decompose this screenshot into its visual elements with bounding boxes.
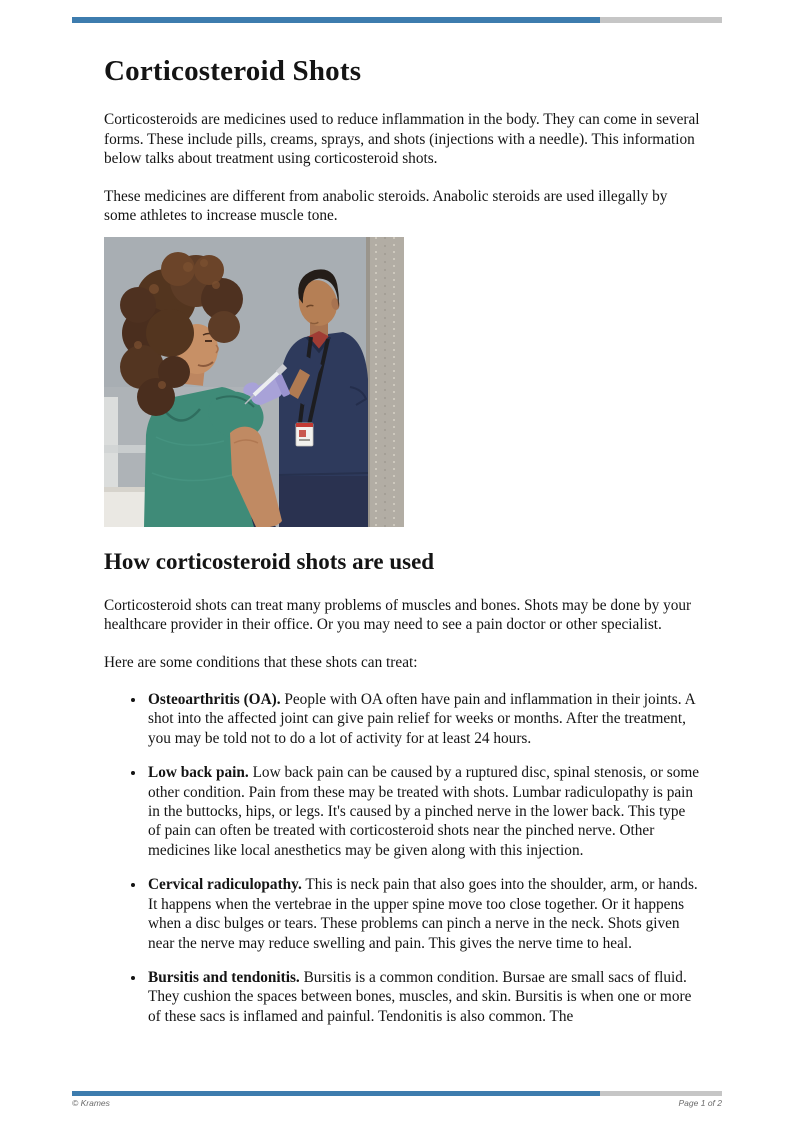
condition-lead: Osteoarthritis (OA). (148, 691, 281, 709)
condition-text: People with OA often have pain and inflammation in their joints. A shot into the affected joint can give pain relief for weeks or months. After the treatment, you may be told not to do a lot of activity for at least 24 hours. (148, 691, 695, 747)
intro-paragraph-1: Corticosteroids are medicines used to reduce inflammation in the body. They can come in several forms. These include pills, creams, sprays, and shots (injections with a needle). This information below talks about treatment using corticosteroid shots. (104, 111, 700, 168)
intro-paragraph-2: These medicines are different from anabolic steroids. Anabolic steroids are used illegally by some athletes to increase muscle tone. (104, 187, 668, 224)
condition-text: This is neck pain that also goes into the shoulder, arm, or hands. It happens when the vertebrae in the upper spine move too close together. Or it happens when a disc bulges or tears. These problems can pinch a nerve in the neck. Shots given near the nerve may reduce swelling and pain. This gives the nerve time to heal. (148, 876, 698, 952)
condition-item-bursitis-tendonitis (146, 968, 700, 1026)
document-content (104, 23, 700, 1041)
conditions-list (104, 690, 700, 1026)
injection-photo (104, 237, 404, 527)
footer-rule-gray-segment (600, 1091, 722, 1096)
condition-text: Bursitis is a common condition. Bursae are small sacs of fluid. They cushion the spaces between bones, muscles, and skin. Bursitis is when one or more of these sacs is inflamed and painful. Tendonitis is also common. The (148, 968, 692, 1025)
condition-item-osteoarthritis (146, 690, 700, 748)
condition-text: Low back pain can be caused by a ruptured disc, spinal stenosis, or some other condition. Pain from these may be treated with shots. Lumbar radiculopathy is pain in the buttocks, hips, or legs. It's caused by a pinched nerve in the lower back. This type of pain can often be treated with corticosteroid shots near the pinched nerve. Other medicines like local anesthetics may be given along with this injection. (148, 764, 700, 859)
section-heading: How corticosteroid shots are used (104, 549, 435, 575)
footer-copyright: © Krames (72, 1098, 110, 1108)
footer-page-number: Page 1 of 2 (678, 1098, 722, 1108)
footer-rule (72, 1091, 722, 1096)
condition-item-low-back-pain (146, 763, 700, 860)
section-paragraph-2: Here are some conditions that these shots can treat: (104, 653, 418, 671)
condition-lead: Bursitis and tendonitis. (148, 968, 300, 986)
footer (72, 1098, 722, 1108)
condition-item-cervical-radiculopathy (146, 875, 700, 953)
injection-photo-illustration (104, 237, 404, 527)
page-title: Corticosteroid Shots (104, 55, 362, 87)
section-paragraph-1: Corticosteroid shots can treat many problems of muscles and bones. Shots may be done by your healthcare provider in their office. Or you may need to see a pain doctor or other specialist. (104, 596, 692, 634)
footer-rule-blue-segment (72, 1091, 600, 1096)
condition-lead: Low back pain. (148, 764, 249, 782)
condition-lead: Cervical radiculopathy. (148, 876, 302, 894)
